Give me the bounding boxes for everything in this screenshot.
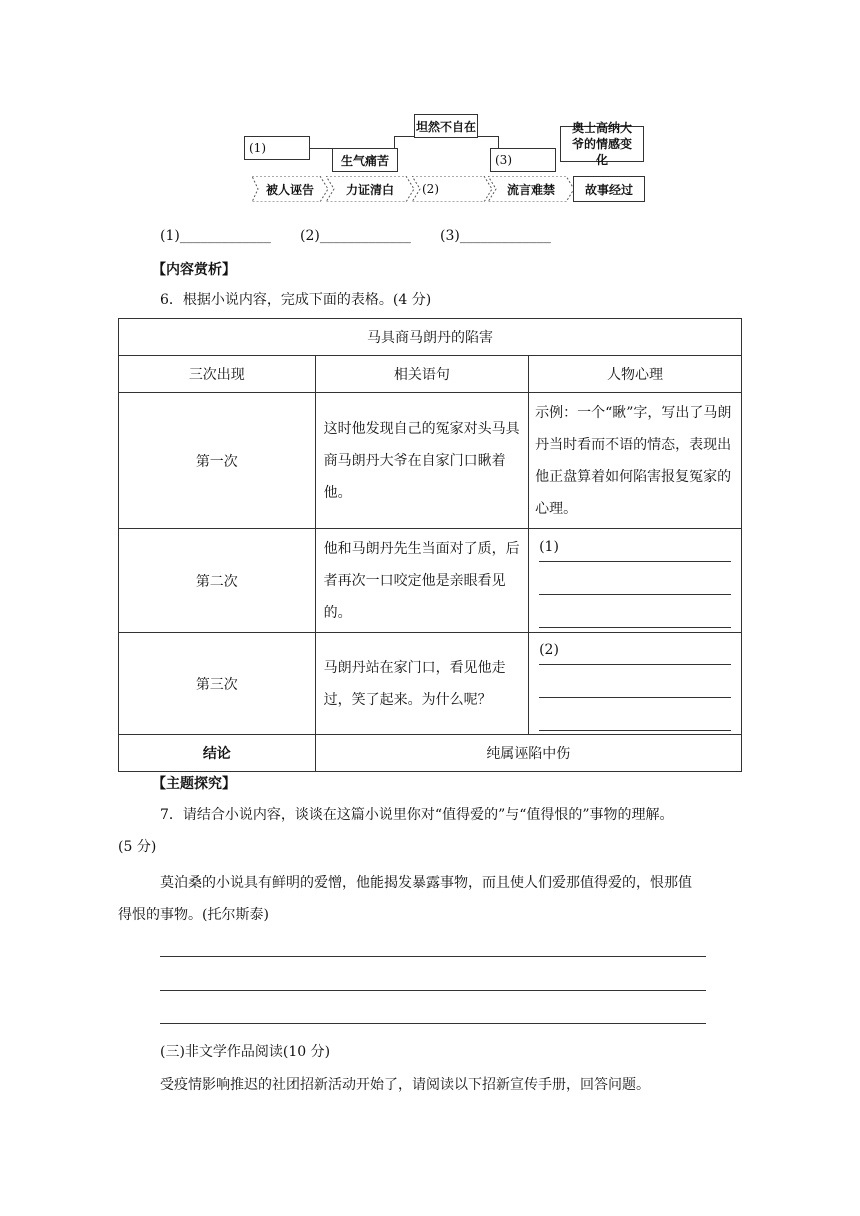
answer-blank-line[interactable] [539, 700, 731, 731]
answer-line[interactable] [160, 956, 706, 957]
table-row [119, 393, 742, 529]
answer-blank-mind-2[interactable] [539, 634, 731, 665]
row-sentence: 马朗丹站在家门口，看见他走过，笑了起来。为什么呢？ [315, 633, 528, 735]
step-label: 流言难禁 [506, 182, 555, 197]
step-label: (2) [422, 182, 439, 196]
trap-table [118, 318, 742, 772]
blank-label: (1) [539, 539, 559, 555]
connector-line [498, 136, 499, 148]
question-7-line2: (5 分) [118, 839, 157, 855]
step-chevron-4 [488, 176, 574, 202]
table-row [119, 529, 742, 633]
answer-blank-mind-1[interactable] [539, 531, 731, 562]
diagram-box-story: 故事经过 [573, 176, 645, 202]
row-label: 第三次 [119, 633, 316, 735]
section-heading-content: 【内容赏析】 [152, 262, 236, 278]
row-label: 第二次 [119, 529, 316, 633]
diagram-box-3: (3) [490, 148, 556, 172]
section-heading-theme: 【主题探究】 [152, 776, 236, 792]
step-chevron-3 [412, 176, 492, 202]
blank-label: (2) [539, 642, 559, 658]
answer-line[interactable] [160, 990, 706, 991]
part3-title: (三)非文学作品阅读(10 分) [160, 1044, 331, 1060]
quote-line2: 得恨的事物。(托尔斯泰) [118, 907, 269, 923]
quote-line1: 莫泊桑的小说具有鲜明的爱憎，他能揭发暴露事物，而且使人们爱那值得爱的，恨那值 [160, 875, 692, 891]
row-sentence: 这时他发现自己的冤家对头马具商马朗丹大爷在自家门口瞅着他。 [315, 393, 528, 529]
table-header-appearance: 三次出现 [119, 356, 316, 393]
answer-blank-line[interactable] [539, 564, 731, 595]
part3-intro: 受疫情影响推迟的社团招新活动开始了，请阅读以下招新宣传手册，回答问题。 [160, 1077, 650, 1093]
row-mind: 示例：一个“瞅”字，写出了马朗丹当时看而不语的情态，表现出他正盘算着如何陷害报复冤家的心理。 [529, 393, 742, 529]
answer-blank-line[interactable] [539, 597, 731, 628]
connector-line [394, 136, 414, 137]
table-row [119, 633, 742, 735]
answer-blank-2[interactable]: (2)_____________ [300, 228, 411, 244]
question-6: 6．根据小说内容，完成下面的表格。(4 分) [160, 292, 432, 308]
connector-line [478, 136, 498, 137]
row-mind-cell[interactable] [529, 633, 742, 735]
diagram-box-calm: 坦然不自在 [414, 114, 478, 138]
diagram-box-anger: 生气痛苦 [332, 148, 398, 172]
diagram-box-title: 奥士高纳大爷的情感变化 [560, 126, 644, 162]
step-chevron-1 [252, 176, 328, 202]
table-header-mind: 人物心理 [529, 356, 742, 393]
answer-blank-1[interactable]: (1)_____________ [160, 228, 271, 244]
answer-blank-line[interactable] [539, 667, 731, 698]
row-sentence: 他和马朗丹先生当面对了质，后者再次一口咬定他是亲眼看见的。 [315, 529, 528, 633]
step-chevron-2 [326, 176, 414, 202]
conclusion-label: 结论 [119, 735, 316, 772]
connector-line [310, 148, 332, 149]
row-mind-cell[interactable] [529, 529, 742, 633]
step-label: 力证清白 [345, 182, 394, 197]
table-header-sentence: 相关语句 [315, 356, 528, 393]
answer-line[interactable] [160, 1023, 706, 1024]
question-7-line1: 7．请结合小说内容，谈谈在这篇小说里你对“值得爱的”与“值得恨的”事物的理解。 [160, 807, 674, 823]
step-label: 被人诬告 [265, 182, 314, 197]
table-title: 马具商马朗丹的陷害 [119, 319, 742, 356]
answer-blank-3[interactable]: (3)_____________ [440, 228, 551, 244]
conclusion-value: 纯属诬陷中伤 [315, 735, 741, 772]
diagram-box-1: (1) [244, 136, 310, 160]
row-label: 第一次 [119, 393, 316, 529]
